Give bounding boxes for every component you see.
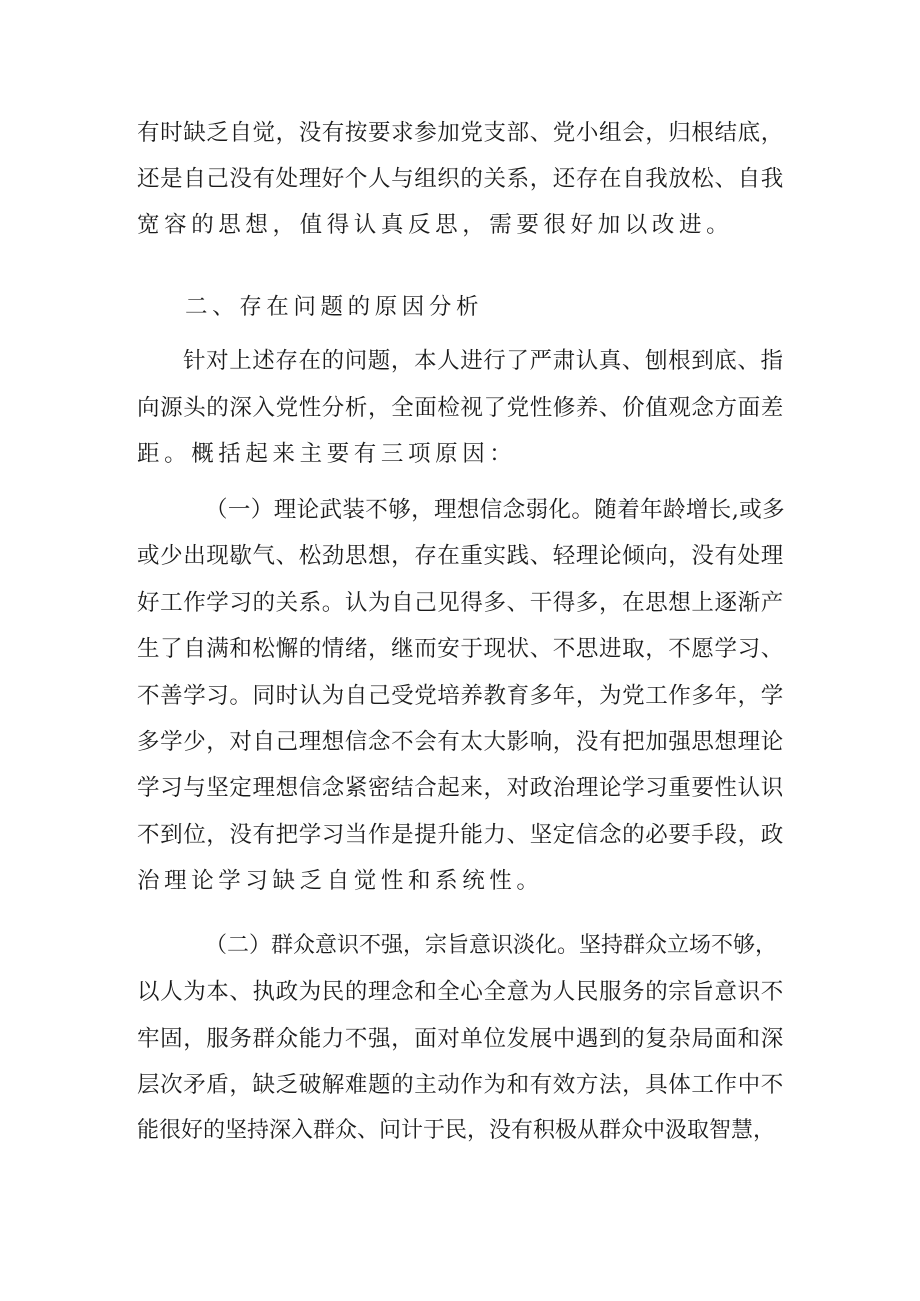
- paragraph-line: 距。概括起来主要有三项原因：: [137, 441, 517, 467]
- paragraph-line: 好工作学习的关系。认为自己见得多、干得多，在思想上逐渐产: [137, 590, 784, 616]
- paragraph-line: 不到位，没有把学习当作是提升能力、坚定信念的必要手段，政: [137, 822, 784, 848]
- paragraph-line: 治理论学习缺乏自觉性和系统性。: [137, 868, 544, 894]
- paragraph-line: 针对上述存在的问题，本人进行了严肃认真、刨根到底、指: [183, 348, 784, 374]
- paragraph-line: 多学少，对自己理想信念不会有太大影响，没有把加强思想理论: [137, 729, 784, 755]
- paragraph-line: 还是自己没有处理好个人与组织的关系，还存在自我放松、自我: [137, 166, 784, 192]
- paragraph-line: 以人为本、执政为民的理念和全心全意为人民服务的宗旨意识不: [137, 979, 784, 1005]
- paragraph-line: 向源头的深入党性分析，全面检视了党性修养、价值观念方面差: [137, 395, 784, 421]
- paragraph-line: 不善学习。同时认为自己受党培养教育多年，为党工作多年，学: [137, 683, 784, 709]
- paragraph-line: 层次矛盾，缺乏破解难题的主动作为和有效方法，具体工作中不: [137, 1072, 784, 1098]
- paragraph-line: 生了自满和松懈的情绪，继而安于现状、不思进取，不愿学习、: [137, 636, 784, 662]
- paragraph-line: 有时缺乏自觉，没有按要求参加党支部、党小组会，归根结底，: [137, 120, 784, 146]
- paragraph-line: 能很好的坚持深入群众、问计于民，没有积极从群众中汲取智慧，: [137, 1118, 776, 1143]
- paragraph-line: 学习与坚定理想信念紧密结合起来，对政治理论学习重要性认识: [137, 775, 784, 801]
- paragraph-line: 牢固，服务群众能力不强，面对单位发展中遇到的复杂局面和深: [137, 1026, 784, 1052]
- paragraph-line: 宽容的思想，值得认真反思，需要很好加以改进。: [137, 212, 734, 238]
- subsection-line: （二）群众意识不强，宗旨意识淡化。坚持群众立场不够，: [205, 933, 778, 958]
- section-heading: 二、存在问题的原因分析: [185, 294, 484, 320]
- paragraph-line: 或少出现歇气、松劲思想，存在重实践、轻理论倾向，没有处理: [137, 543, 784, 569]
- subsection-line: （一）理论武装不够，理想信念弱化。随着年龄增长,或多: [205, 497, 786, 523]
